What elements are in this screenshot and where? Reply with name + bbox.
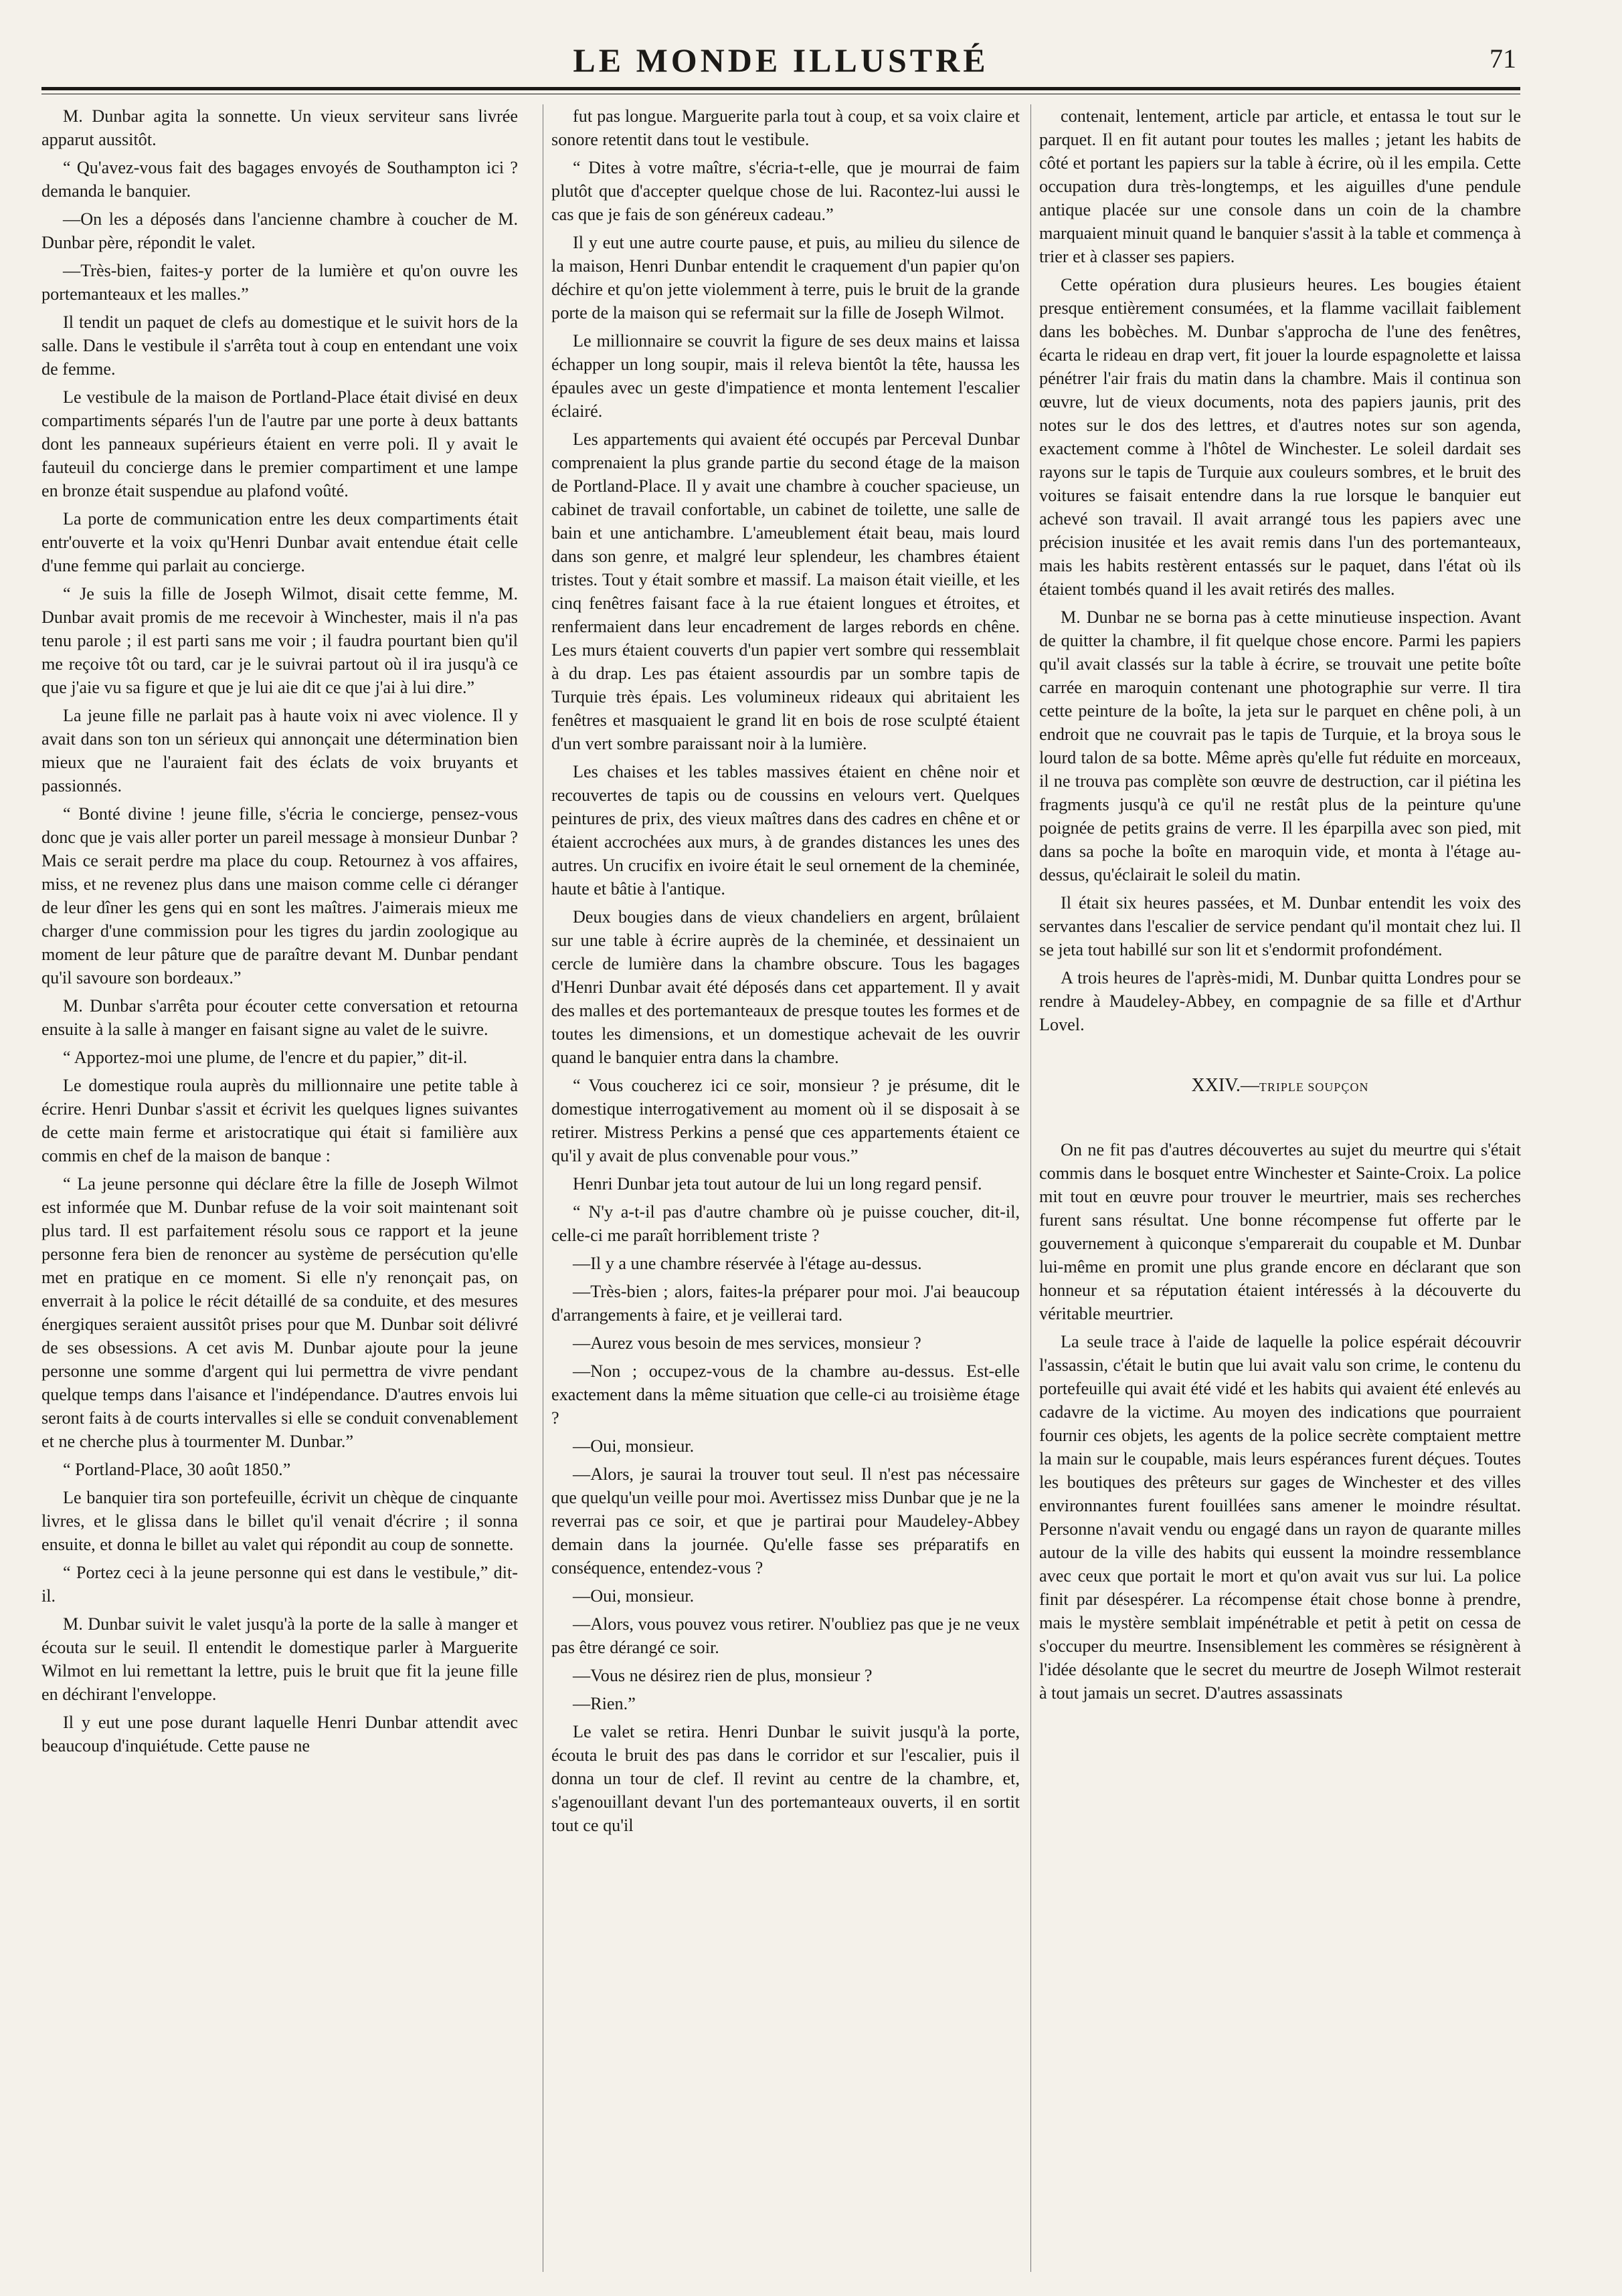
paragraph: “ Portland-Place, 30 août 1850.”: [63, 1460, 291, 1479]
paragraph: La seule trace à l'aide de laquelle la police espérait découvrir l'assassin, c'était le butin que lui avait valu son crime, le contenu du portefeuille qui avait été vidé et les habits qui avaient été enlevés au cadavre de la victime. Au moyen des indications que pourraient fournir ces objets, les agents de la police secrète comptaient mettre la main sur le coupable, mais leurs espérances furent déçues. Toutes les boutiques des prêteurs sur gages de Winchester et des villes environnantes furent fouillées sans amener le moindre résultat. Personne n'avait vendu ou engagé dans un rayon de quarante milles autour de la ville des habits qui eussent la moindre ressemblance avec ceux que portait le mort et qu'on avait vus sur lui. La police finit par désespérer. La récompense était chose bonne à prendre, mais le mystère semblait impénétrable et petit à petit on cessa de s'occuper du meurtre. Insensiblement les commères se résignèrent à l'idée désolante que le secret du meurtre de Joseph Wilmot resterait à tout jamais un secret. D'autres assassinats: [1039, 1332, 1521, 1703]
paragraph: —Oui, monsieur.: [573, 1586, 695, 1606]
paragraph: Le vestibule de la maison de Portland-Place était divisé en deux compartiments séparés l'un de l'autre par une porte à deux battants dont les panneaux supérieurs étaient en verre poli. Il y avait le fauteuil du concierge dans le premier compartiment et une lampe en bronze était suspendue au plafond voûté.: [41, 387, 518, 500]
text-column-2: [543, 104, 1020, 2272]
paragraph: Il était six heures passées, et M. Dunbar entendit les voix des servantes dans l'escalier de service pendant qu'il montait chez lui. Il se jeta tout habillé sur son lit et s'endormit profondément.: [1039, 893, 1521, 959]
paragraph: —Il y a une chambre réservée à l'étage au-dessus.: [573, 1254, 922, 1273]
paragraph: Le valet se retira. Henri Dunbar le suivit jusqu'à la porte, écouta le bruit des pas dans le corridor et sur l'escalier, puis il donna un tour de clef. Il revint au centre de la chambre, et, s'agenouillant devant l'un des portemanteaux ouverts, il en sortit tout ce qu'il: [551, 1722, 1020, 1835]
paragraph: “ Vous coucherez ici ce soir, monsieur ? je présume, dit le domestique interrogativement au moment où il se disposait à se retirer. Mistress Perkins a pensé que ces appartements étaient ce qu'il y avait de plus convenable pour vous.”: [551, 1076, 1020, 1165]
paragraph: “ Bonté divine ! jeune fille, s'écria le concierge, pensez-vous donc que je vais aller porter un pareil message à monsieur Dunbar ? Mais ce serait perdre ma place du coup. Retournez à vos affaires, miss, et ne revenez plus dans une maison comme celle ci déranger de leur dîner les gens qui en sont les maîtres. J'aimerais mieux me charger d'une commission pour les tigres du jardin zoologique au moment de leur pâture que de paraître devant M. Dunbar pendant qu'il savoure son bordeaux.”: [41, 804, 518, 987]
paragraph: On ne fit pas d'autres découvertes au sujet du meurtre qui s'était commis dans le bosquet entre Winchester et Sainte-Croix. La police mit tout en œuvre pour trouver le meurtrier, mais ses recherches furent sans résultat. Une bonne récompense fut offerte par le gouvernement à quiconque s'emparerait du coupable et M. Dunbar lui-même en promit une plus grande encore en déclarant que son honneur et sa réputation étaient intéressés à la découverte du véritable meurtrier.: [1039, 1140, 1521, 1323]
paragraph: M. Dunbar s'arrêta pour écouter cette conversation et retourna ensuite à la salle à manger en faisant signe au valet de le suivre.: [41, 996, 518, 1039]
paragraph: —Vous ne désirez rien de plus, monsieur ?: [573, 1666, 873, 1685]
paragraph: —Alors, je saurai la trouver tout seul. Il n'est pas nécessaire que quelqu'un veille pour moi. Avertissez miss Dunbar que je ne la reverrai pas ce soir, et que je partirai pour Maudeley-Abbey demain dans la journée. Qu'elle fasse ses préparatifs en conséquence, entendez-vous ?: [551, 1464, 1020, 1577]
paragraph: Les appartements qui avaient été occupés par Perceval Dunbar comprenaient la plus grande partie du second étage de la maison de Portland-Place. Il y avait une chambre à coucher spacieuse, un cabinet de travail confortable, un cabinet de toilette, une salle de bain et une antichambre. L'ameublement était beau, mais lourd dans son genre, et malgré leur splendeur, les chambres étaient tristes. Tout y était sombre et massif. La maison était vieille, et les cinq fenêtres faisant face à la rue étaient longues et étroites, et renfermaient dans leur encadrement de larges rebords en chêne. Les murs étaient couverts d'un papier vert sombre qui ressemblait à du drap. Les pas étaient assourdis par un sombre tapis de Turquie très épais. Les volumineux rideaux qui abritaient les fenêtres et masquaient le grand lit en bois de rose sculpté étaient d'un vert sombre paraissant noir à la lumière.: [551, 429, 1020, 753]
page-number: 71: [1490, 43, 1516, 74]
paragraph: La porte de communication entre les deux compartiments était entr'ouverte et la voix qu'Henri Dunbar avait entendue était celle d'une femme qui parlait au concierge.: [41, 509, 518, 575]
masthead-title: LE MONDE ILLUSTRÉ: [573, 41, 989, 79]
chapter-number: XXIV.—: [1191, 1075, 1259, 1096]
paragraph: M. Dunbar agita la sonnette. Un vieux serviteur sans livrée apparut aussitôt.: [41, 106, 518, 149]
paragraph: Henri Dunbar jeta tout autour de lui un long regard pensif.: [573, 1174, 982, 1193]
paragraph: M. Dunbar suivit le valet jusqu'à la porte de la salle à manger et écouta sur le seuil. Il entendit le domestique parler à Marguerite Wilmot en lui remettant la lettre, puis le bruit que fit la jeune fille en déchirant l'enveloppe.: [41, 1614, 518, 1704]
paragraph: Le banquier tira son portefeuille, écrivit un chèque de cinquante livres, et le glissa dans le billet qu'il venait d'écrire ; il sonna ensuite, et donna le billet au valet qui répondit au coup de sonnette.: [41, 1488, 518, 1554]
paragraph: —On les a déposés dans l'ancienne chambre à coucher de M. Dunbar père, répondit le valet.: [41, 209, 518, 252]
paragraph: —Oui, monsieur.: [573, 1436, 695, 1456]
paragraph: Le domestique roula auprès du millionnaire une petite table à écrire. Henri Dunbar s'assit et écrivit les quelques lignes suivantes de cette main ferme et aristocratique qui était si familière aux commis en chef de la maison de banque :: [41, 1076, 518, 1165]
paragraph: Le millionnaire se couvrit la figure de ses deux mains et laissa échapper un long soupir, mais il releva bientôt la tête, haussa les épaules avec un geste d'impatience et monta lentement l'escalier éclairé.: [551, 331, 1020, 421]
paragraph: —Alors, vous pouvez vous retirer. N'oubliez pas que je ne veux pas être dérangé ce soir.: [551, 1614, 1020, 1657]
paragraph: —Non ; occupez-vous de la chambre au-dessus. Est-elle exactement dans la même situation que celle-ci au troisième étage ?: [551, 1361, 1020, 1428]
paragraph: —Rien.”: [573, 1694, 636, 1713]
chapter-subtitle: TRIPLE SOUPÇON: [1259, 1080, 1369, 1094]
newspaper-page: [41, 40, 1520, 2275]
paragraph: —Aurez vous besoin de mes services, monsieur ?: [573, 1333, 921, 1353]
masthead: [41, 40, 1520, 80]
paragraph: —Très-bien, faites-y porter de la lumière et qu'on ouvre les portemanteaux et les malles.”: [41, 261, 518, 304]
chapter-heading: [1039, 1074, 1521, 1099]
paragraph: Cette opération dura plusieurs heures. Les bougies étaient presque entièrement consumées, et la flamme vacillait faiblement dans les bobèches. M. Dunbar s'approcha de l'une des fenêtres, écarta le rideau en drap vert, fit jouer la lourde espagnolette et laissa pénétrer l'air frais du matin dans la chambre. Mais il continua son œuvre, lut de vieux documents, nota des papiers jaunis, prit des notes sur le dos des lettres, et d'autres notes sur son agenda, exactement comme à l'hôtel de Winchester. Le soleil dardait ses rayons sur le tapis de Turquie aux couleurs sombres, et le bruit des voitures se faisait entendre dans la rue lorsque le banquier eut achevé son travail. Il avait arrangé tous les papiers avec une précision inusitée et les avait remis dans l'un des portemanteaux, mais les habits restèrent entassés sur le paquet, dans l'état où ils étaient tombés quand il les avait retirés des malles.: [1039, 275, 1521, 599]
paragraph: “ La jeune personne qui déclare être la fille de Joseph Wilmot est informée que M. Dunbar refuse de la voir soit maintenant soit plus tard. Il est parfaitement résolu sous ce rapport et la jeune personne fera bien de renoncer au système de persécution qu'elle met en pratique en ce moment. Si elle n'y renonçait pas, on enverrait à la police le récit détaillé de sa conduite, et des mesures énergiques seraient aussitôt prises pour que M. Dunbar soit délivré de ses obsessions. A cet avis M. Dunbar ajoute pour la jeune personne une somme d'argent qui lui permettra de vivre pendant quelque temps dans l'aisance et l'indépendance. D'autres envois lui seront faits à de courts intervalles si elle se conduit convenablement et ne cherche plus à tourmenter M. Dunbar.”: [41, 1174, 518, 1451]
paragraph: “ Qu'avez-vous fait des bagages envoyés de Southampton ici ? demanda le banquier.: [41, 158, 518, 201]
paragraph: “ Dites à votre maître, s'écria-t-elle, que je mourrai de faim plutôt que d'accepter quelque chose de lui. Racontez-lui aussi le cas que je fais de son généreux cadeau.”: [551, 158, 1020, 224]
paragraph: contenait, lentement, article par article, et entassa le tout sur le parquet. Il en fit autant pour toutes les malles ; jetant les habits de côté et portant les papiers sur la table à écrire, où il les empila. Cette occupation dura très-longtemps, et les aiguilles d'une pendule antique placée sur une console dans un coin de la chambre marquaient minuit quand le banquier s'assit à la table et commença à trier et à classer ses papiers.: [1039, 106, 1521, 266]
paragraph: M. Dunbar ne se borna pas à cette minutieuse inspection. Avant de quitter la chambre, il fit quelque chose encore. Parmi les papiers qu'il avait classés sur la table à écrire, se trouvait une petite boîte carrée en maroquin contenant une photographie sur verre. Il tira cette peinture de la boîte, la jeta sur le parquet en chêne poli, à un endroit que ne couvrait pas le tapis de Turquie, et la broya sous le lourd talon de sa botte. Même après qu'elle fut réduite en morceaux, il ne trouva pas complète son œuvre de destruction, car il piétina les fragments jusqu'à ce qu'il ne restât plus de la peinture qu'une poignée de petits grains de verre. Il les éparpilla avec son pied, mit dans sa poche la boîte en maroquin vide, et monta à l'étage au-dessus, qu'éclairait le soleil du matin.: [1039, 607, 1521, 884]
paragraph: —Très-bien ; alors, faites-la préparer pour moi. J'ai beaucoup d'arrangements à faire, et je veillerai tard.: [551, 1282, 1020, 1325]
text-column-3: [1030, 104, 1521, 2272]
paragraph: Deux bougies dans de vieux chandeliers en argent, brûlaient sur une table à écrire auprès de la cheminée, et dessinaient un cercle de lumière dans la chambre obscure. Tous les bagages d'Henri Dunbar avait été déposés dans cet appartement. Il y avait des malles et des portemanteaux de presque toutes les formes et de toutes les dimensions, et un domestique achevait de les ouvrir quand le banquier entra dans la chambre.: [551, 907, 1020, 1067]
paragraph: A trois heures de l'après-midi, M. Dunbar quitta Londres pour se rendre à Maudeley-Abbey, en compagnie de sa fille et d'Arthur Lovel.: [1039, 968, 1521, 1034]
paragraph: Il y eut une autre courte pause, et puis, au milieu du silence de la maison, Henri Dunbar entendit le craquement d'un papier qu'on déchire et qu'on jette violemment à terre, puis le bruit de la grande porte de la maison qui se refermait sur la fille de Joseph Wilmot.: [551, 233, 1020, 322]
text-column-1: [41, 104, 518, 2272]
paragraph: La jeune fille ne parlait pas à haute voix ni avec violence. Il y avait dans son ton un sérieux qui annonçait une détermination bien mieux que ne l'auraient fait des éclats de voix bruyants et passionnés.: [41, 706, 518, 795]
paragraph: Les chaises et les tables massives étaient en chêne noir et recouvertes de tapis ou de coussins en velours vert. Quelques peintures de prix, des vieux maîtres dans des cadres en chêne et or étaient accrochées aux murs, à de grandes distances les unes des autres. Un crucifix en ivoire était le seul ornement de la cheminée, haute et bâtie à l'antique.: [551, 762, 1020, 898]
paragraph: “ N'y a-t-il pas d'autre chambre où je puisse coucher, dit-il, celle-ci me paraît horriblement triste ?: [551, 1202, 1020, 1245]
paragraph: fut pas longue. Marguerite parla tout à coup, et sa voix claire et sonore retentit dans tout le vestibule.: [551, 106, 1020, 149]
paragraph: “ Portez ceci à la jeune personne qui est dans le vestibule,” dit-il.: [41, 1563, 518, 1606]
paragraph: Il tendit un paquet de clefs au domestique et le suivit hors de la salle. Dans le vestibule il s'arrêta tout à coup en entendant une voix de femme.: [41, 312, 518, 379]
paragraph: “ Je suis la fille de Joseph Wilmot, disait cette femme, M. Dunbar avait promis de me recevoir à Winchester, mais il n'a pas tenu parole ; il est parti sans me voir ; il faudra pourtant bien qu'il me reçoive tôt ou tard, car je le suivrai partout où il ira jusqu'à ce que j'aie vu sa figure et que je lui aie dit ce que j'ai à lui dire.”: [41, 584, 518, 697]
header-rule-thick: [41, 87, 1520, 90]
paragraph: Il y eut une pose durant laquelle Henri Dunbar attendit avec beaucoup d'inquiétude. Cette pause ne: [41, 1713, 518, 1755]
paragraph: “ Apportez-moi une plume, de l'encre et du papier,” dit-il.: [63, 1048, 468, 1067]
